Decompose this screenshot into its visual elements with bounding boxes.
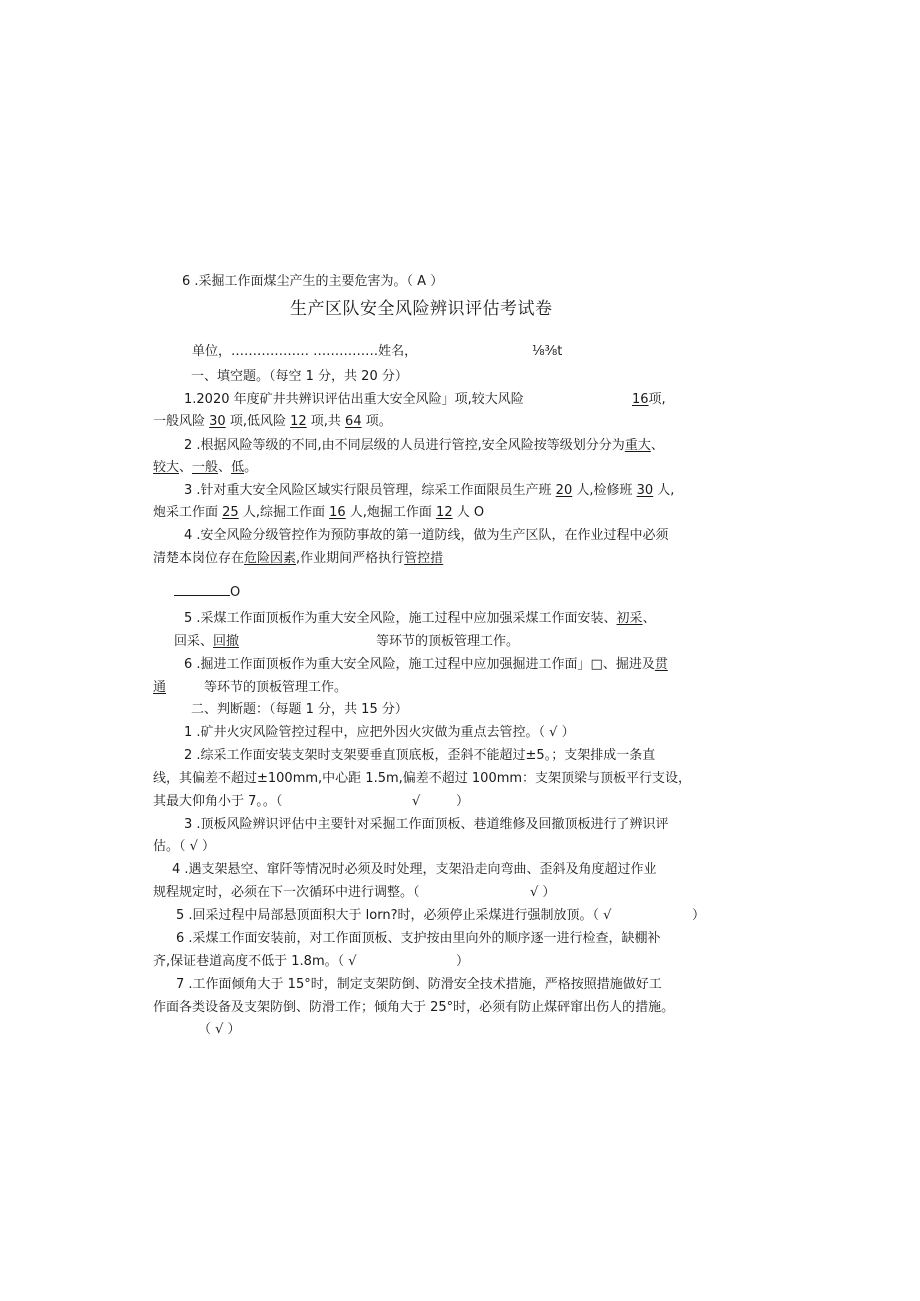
answer-blank: 16 [329,505,346,520]
answer-blank: 重大 [624,438,651,453]
unit-name-line: 单位，……………… ……………姓名， [192,344,418,359]
fill-q1-line1-tail: 16项, [632,392,666,407]
answer-blank: 25 [222,505,239,520]
answer-blank: 危险因素 [244,551,297,566]
answer-blank: 较大 [153,460,180,475]
answer-blank-line [174,583,230,596]
answer-blank: 12 [290,414,307,429]
answer-blank: 回撤 [213,634,240,649]
answer-blank: 管控措 [404,551,444,566]
judge-q6-line1: 6 .采煤工作面安装前，对工作面顶板、支护按由里向外的顺序逐一进行检查，缺棚补 [176,931,661,946]
fill-q5-line2-tail: 等环节的顶板管理工作。 [376,634,520,649]
judge-q5: 5 .回采过程中局部悬顶面积大于 lorn?时，必须停止采煤进行强制放顶。（ √ [176,908,612,923]
answer-blank: 30 [209,414,226,429]
judge-q2-answer: √ [412,794,421,809]
judge-q4-answer: √ ） [530,885,556,900]
fill-q1-line1: 1.2020 年度矿井共辨识评估出重大安全风险」项,较大风险 [184,392,524,407]
answer-blank: 16 [632,392,649,407]
fill-q5-line1: 5 .采煤工作面顶板作为重大安全风险，施工过程中应加强采煤工作面安装、初采、 [184,611,656,626]
judge-q7-line3: （ √ ） [198,1022,241,1037]
fill-q4-line2: 清楚本岗位存在危险因素,作业期间严格执行管控措 [153,551,444,566]
fill-q3-line1: 3 .针对重大安全风险区域实行限员管理，综采工作面限员生产班 20 人,检修班 30 人, [184,483,675,498]
question-6-top: 6 .采掘工作面煤尘产生的主要危害为。（ A ） [182,274,444,289]
judge-q2-line1: 2 .综采工作面安装支架时支架要垂直顶底板，歪斜不能超过±5。；支架排成一条直 [184,748,656,763]
judge-q1: 1 .矿井火灾风险管控过程中，应把外因火灾做为重点去管控。（ √ ） [184,725,575,740]
fill-q6-line1: 6 .掘进工作面顶板作为重大安全风险，施工过程中应加强掘进工作面」□、掘进及贯 [184,657,668,672]
judge-q7-line2: 作面各类设备及支架防倒、防滑工作；倾角大于 25°时，必须有防止煤砰窜出伤人的措施。 [153,1000,675,1015]
section-judge-title: 二、判断题：（每题 1 分，共 15 分） [191,702,408,717]
answer-blank: 30 [636,483,654,498]
answer-blank: 初采 [616,611,643,626]
fill-q2-line2: 较大、一般、低。 [153,460,258,475]
fill-q5-line2: 回采、回撤 [174,634,240,649]
answer-blank: 20 [555,483,573,498]
fill-q4-line1: 4 .安全风险分级管控作为预防事故的第一道防线，做为生产区队，在作业过程中必须 [184,528,669,543]
judge-q6-line2: 齐,保证巷道高度不低于 1.8m。（ √ [153,954,357,969]
judge-q3-line1: 3 .顶板风险辨识评估中主要针对采掘工作面顶板、巷道维修及回撤顶板进行了辨识评 [184,817,669,832]
answer-blank: 低 [231,460,245,475]
fill-q1-line2: 一般风险 30 项,低风险 12 项,共 64 项。 [153,414,392,429]
judge-q2-line3: 其最大仰角小于 7。。（ [153,794,283,809]
judge-q2-close: ） [456,794,470,809]
fill-q6-line2-tail: 等环节的顶板管理工作。 [204,680,348,695]
answer-blank: 贯 [654,657,668,672]
answer-blank: 通 [153,680,167,695]
judge-q3-line2: 估。（ √ ） [153,839,216,854]
answer-blank: 64 [345,414,362,429]
fill-q4-line3: O [174,583,240,602]
score-field: ⅛⅜t [532,344,563,359]
page-title: 生产区队安全风险辨识评估考试卷 [290,299,553,319]
fill-q6-line2 [153,679,166,697]
answer-blank: 12 [436,505,453,520]
judge-q4-line2: 规程规定时，必须在下一次循环中进行调整。（ [153,885,420,900]
fill-q3-line2: 炮采工作面 25 人,综掘工作面 16 人,炮掘工作面 12 人 O [153,505,485,520]
section-fill-title: 一、填空题。（每空 1 分，共 20 分） [191,369,408,384]
fill-q2-line1: 2 .根据风险等级的不同,由不同层级的人员进行管控,安全风险按等级划分分为重大、 [184,438,664,453]
judge-q5-close: ） [692,908,706,923]
judge-q4-line1: 4 .遇支架悬空、窜阡等情况时必须及时处理，支架沿走向弯曲、歪斜及角度超过作业 [172,862,657,877]
judge-q2-line2: 线，其偏差不超过±100mm,中心距 1.5m,偏差不超过 100mm：支架顶梁与顶板平行支设， [153,771,692,786]
answer-blank: 一般 [192,460,219,475]
judge-q6-close: ） [456,954,470,969]
judge-q7-line1: 7 .工作面倾角大于 15°时，制定支架防倒、防滑安全技术措施，严格按照措施做好工 [176,977,662,992]
